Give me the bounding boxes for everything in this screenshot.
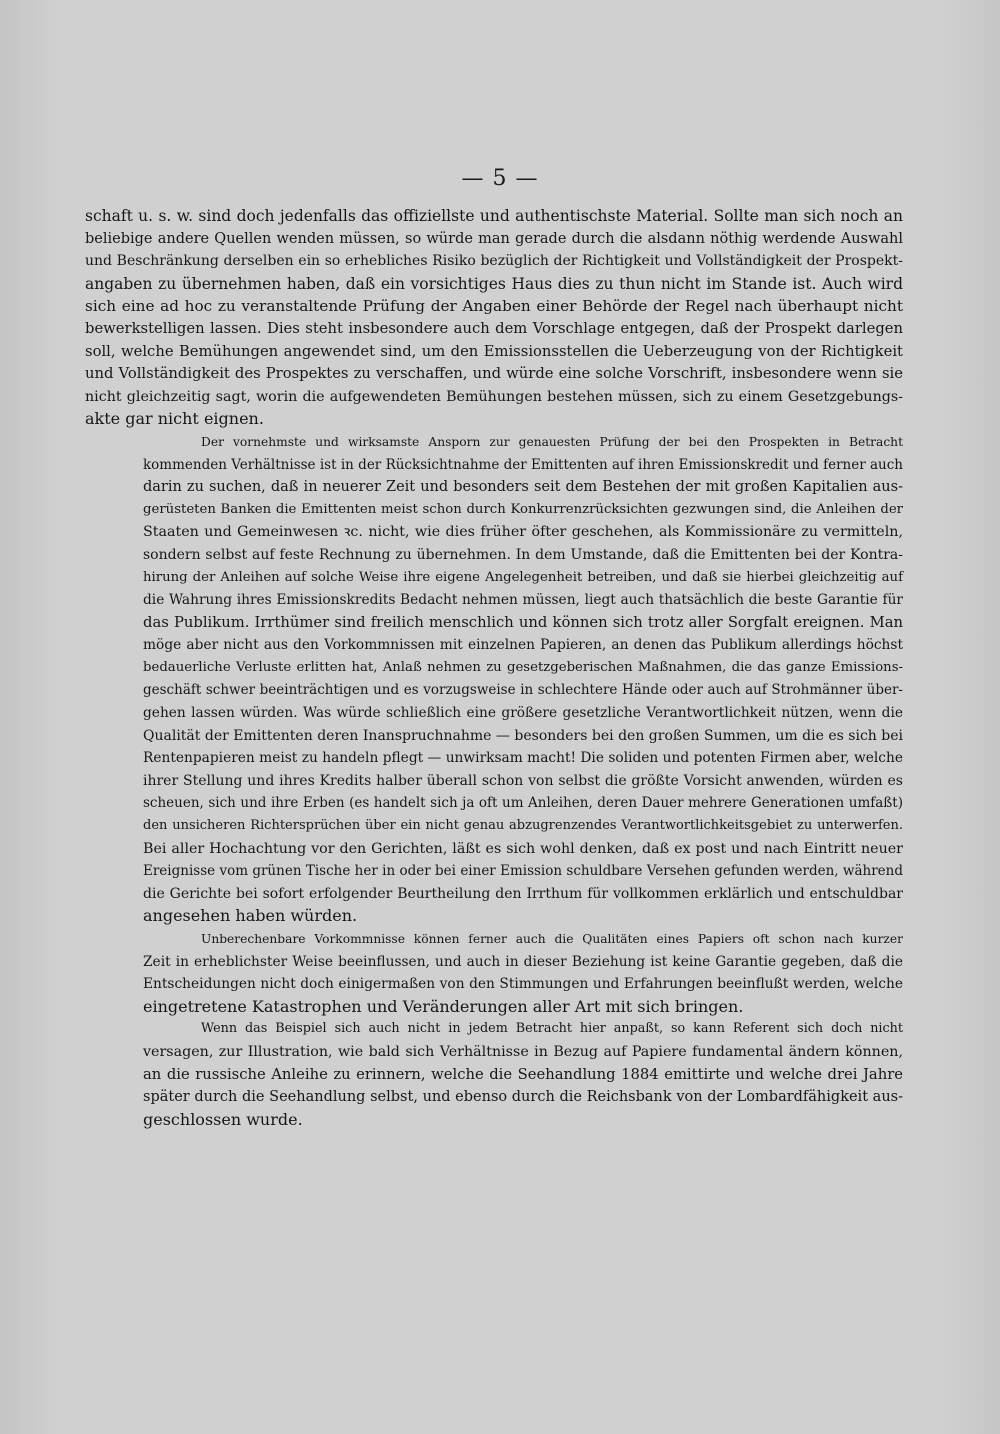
text-line: und Beschränkung derselben ein so erhebliches Risiko bezüglich der Richtigkeit und Vollständigkeit der Prospekt- — [85, 253, 903, 270]
text-line: später durch die Seehandlung selbst, und ebenso durch die Reichsbank von der Lombardfähigkeit aus- — [143, 1089, 903, 1106]
body-text — [85, 205, 903, 1131]
text-line: Zeit in erheblichster Weise beeinflussen, und auch in dieser Beziehung ist keine Garantie gegeben, daß die — [143, 953, 903, 970]
text-line: sondern selbst auf feste Rechnung zu übernehmen. In dem Umstande, daß die Emittenten bei der Kontra- — [143, 546, 903, 563]
text-line: bedauerliche Verluste erlitten hat, Anlaß nehmen zu gesetzgeberischen Maßnahmen, die das ganze Emissions- — [143, 659, 903, 675]
text-line: die Wahrung ihres Emissionskredits Bedacht nehmen müssen, liegt auch thatsächlich die beste Garantie für — [143, 592, 903, 609]
text-line: ihrer Stellung und ihres Kredits halber überall schon von selbst die größte Vorsicht anwenden, würden es — [143, 772, 903, 789]
text-line: Qualität der Emittenten deren Inanspruchnahme — besonders bei den großen Summen, um die es sich bei — [143, 727, 903, 744]
text-line: akte gar nicht eignen. — [85, 409, 264, 429]
page-number: — 5 — — [461, 166, 539, 191]
text-line: Entscheidungen nicht doch einigermaßen von den Stimmungen und Erfahrungen beeinflußt werden, welche — [143, 976, 903, 993]
paragraph — [85, 928, 903, 1018]
text-line: versagen, zur Illustration, wie bald sich Verhältnisse in Bezug auf Papiere fundamental ändern können, — [143, 1043, 903, 1060]
text-line: angesehen haben würden. — [143, 906, 358, 926]
paragraph — [85, 1018, 903, 1131]
text-line: schaft u. s. w. sind doch jedenfalls das offiziellste und authentischste Material. Sollte man sich noch an — [85, 207, 903, 225]
text-line: darin zu suchen, daß in neuerer Zeit und besonders seit dem Bestehen der mit großen Kapitalien aus- — [143, 479, 903, 496]
text-line: und Vollständigkeit des Prospektes zu verschaffen, und würde eine solche Vorschrift, insbesondere wenn sie — [85, 365, 903, 383]
paragraph — [85, 431, 903, 928]
paragraph — [85, 205, 903, 431]
text-line: bewerkstelligen lassen. Dies steht insbesondere auch dem Vorschlage entgegen, daß der Prospekt darlegen — [85, 319, 903, 337]
text-line: möge aber nicht aus den Vorkommnissen mit einzelnen Papieren, an denen das Publikum allerdings höchst — [143, 637, 903, 654]
text-line: beliebige andere Quellen wenden müssen, so würde man gerade durch die alsdann nöthig werdende Auswahl — [85, 230, 903, 247]
text-line: Wenn das Beispiel sich auch nicht in jedem Betracht hier anpaßt, so kann Referent sich doch nicht — [201, 1021, 903, 1037]
text-line: eingetretene Katastrophen und Veränderungen aller Art mit sich bringen. — [143, 996, 744, 1016]
text-line: angaben zu übernehmen haben, daß ein vorsichtiges Haus dies zu thun nicht im Stande ist. Auch wird — [85, 274, 903, 293]
text-line: gerüsteten Banken die Emittenten meist schon durch Konkurrenzrücksichten gezwungen sind, die Anleihen der — [143, 501, 903, 517]
text-line: sich eine ad hoc zu veranstaltende Prüfung der Angaben einer Behörde der Regel nach überhaupt nicht — [85, 297, 903, 316]
text-line: das Publikum. Irrthümer sind freilich menschlich und können sich trotz aller Sorgfalt ereignen. Man — [143, 613, 903, 631]
text-line: gehen lassen würden. Was würde schließlich eine größere gesetzliche Verantwortlichkeit nützen, wenn die — [143, 705, 903, 722]
text-line: hirung der Anleihen auf solche Weise ihre eigene Angelegenheit betreiben, und daß sie hierbei gleichzeitig auf — [143, 569, 903, 585]
text-line: die Gerichte bei sofort erfolgender Beurtheilung den Irrthum für vollkommen erklärlich und entschuldbar — [143, 885, 903, 902]
text-line: geschäft schwer beeinträchtigen und es vorzugsweise in schlechtere Hände oder auch auf Strohmänner über- — [143, 682, 903, 699]
text-line: Der vornehmste und wirksamste Ansporn zur genauesten Prüfung der bei den Prospekten in Betracht — [201, 434, 903, 449]
text-line: den unsicheren Richtersprüchen über ein nicht genau abzugrenzendes Verantwortlichkeitsgebiet zu unterwerfen. — [143, 818, 903, 834]
text-line: Rentenpapieren meist zu handeln pflegt — unwirksam macht! Die soliden und potenten Firmen aber, welche — [143, 750, 903, 767]
text-line: soll, welche Bemühungen angewendet sind, um den Emissionsstellen die Ueberzeugung von der Richtigkeit — [85, 342, 903, 360]
text-line: Unberechenbare Vorkommnisse können ferner auch die Qualitäten eines Papiers oft schon nach kurzer — [201, 932, 903, 946]
text-line: geschlossen wurde. — [143, 1109, 303, 1129]
text-line: Bei aller Hochachtung vor den Gerichten, läßt es sich wohl denken, daß ex post und nach Eintritt neuer — [143, 840, 903, 857]
text-line: scheuen, sich und ihre Erben (es handelt sich ja oft um Anleihen, deren Dauer mehrere Generationen umfaßt) — [143, 795, 903, 812]
text-line: nicht gleichzeitig sagt, worin die aufgewendeten Bemühungen bestehen müssen, sich zu einem Gesetzgebungs- — [85, 388, 903, 405]
text-line: kommenden Verhältnisse ist in der Rücksichtnahme der Emittenten auf ihren Emissionskredit und ferner auch — [143, 456, 903, 473]
text-line: an die russische Anleihe zu erinnern, welche die Seehandlung 1884 emittirte und welche drei Jahre — [143, 1065, 903, 1083]
text-line: Staaten und Gemeinwesen ꝛc. nicht, wie dies früher öfter geschehen, als Kommissionäre zu vermitteln, — [143, 524, 903, 541]
text-line: Ereignisse vom grünen Tische her in oder bei einer Emission schuldbare Versehen gefunden werden, während — [143, 863, 903, 880]
